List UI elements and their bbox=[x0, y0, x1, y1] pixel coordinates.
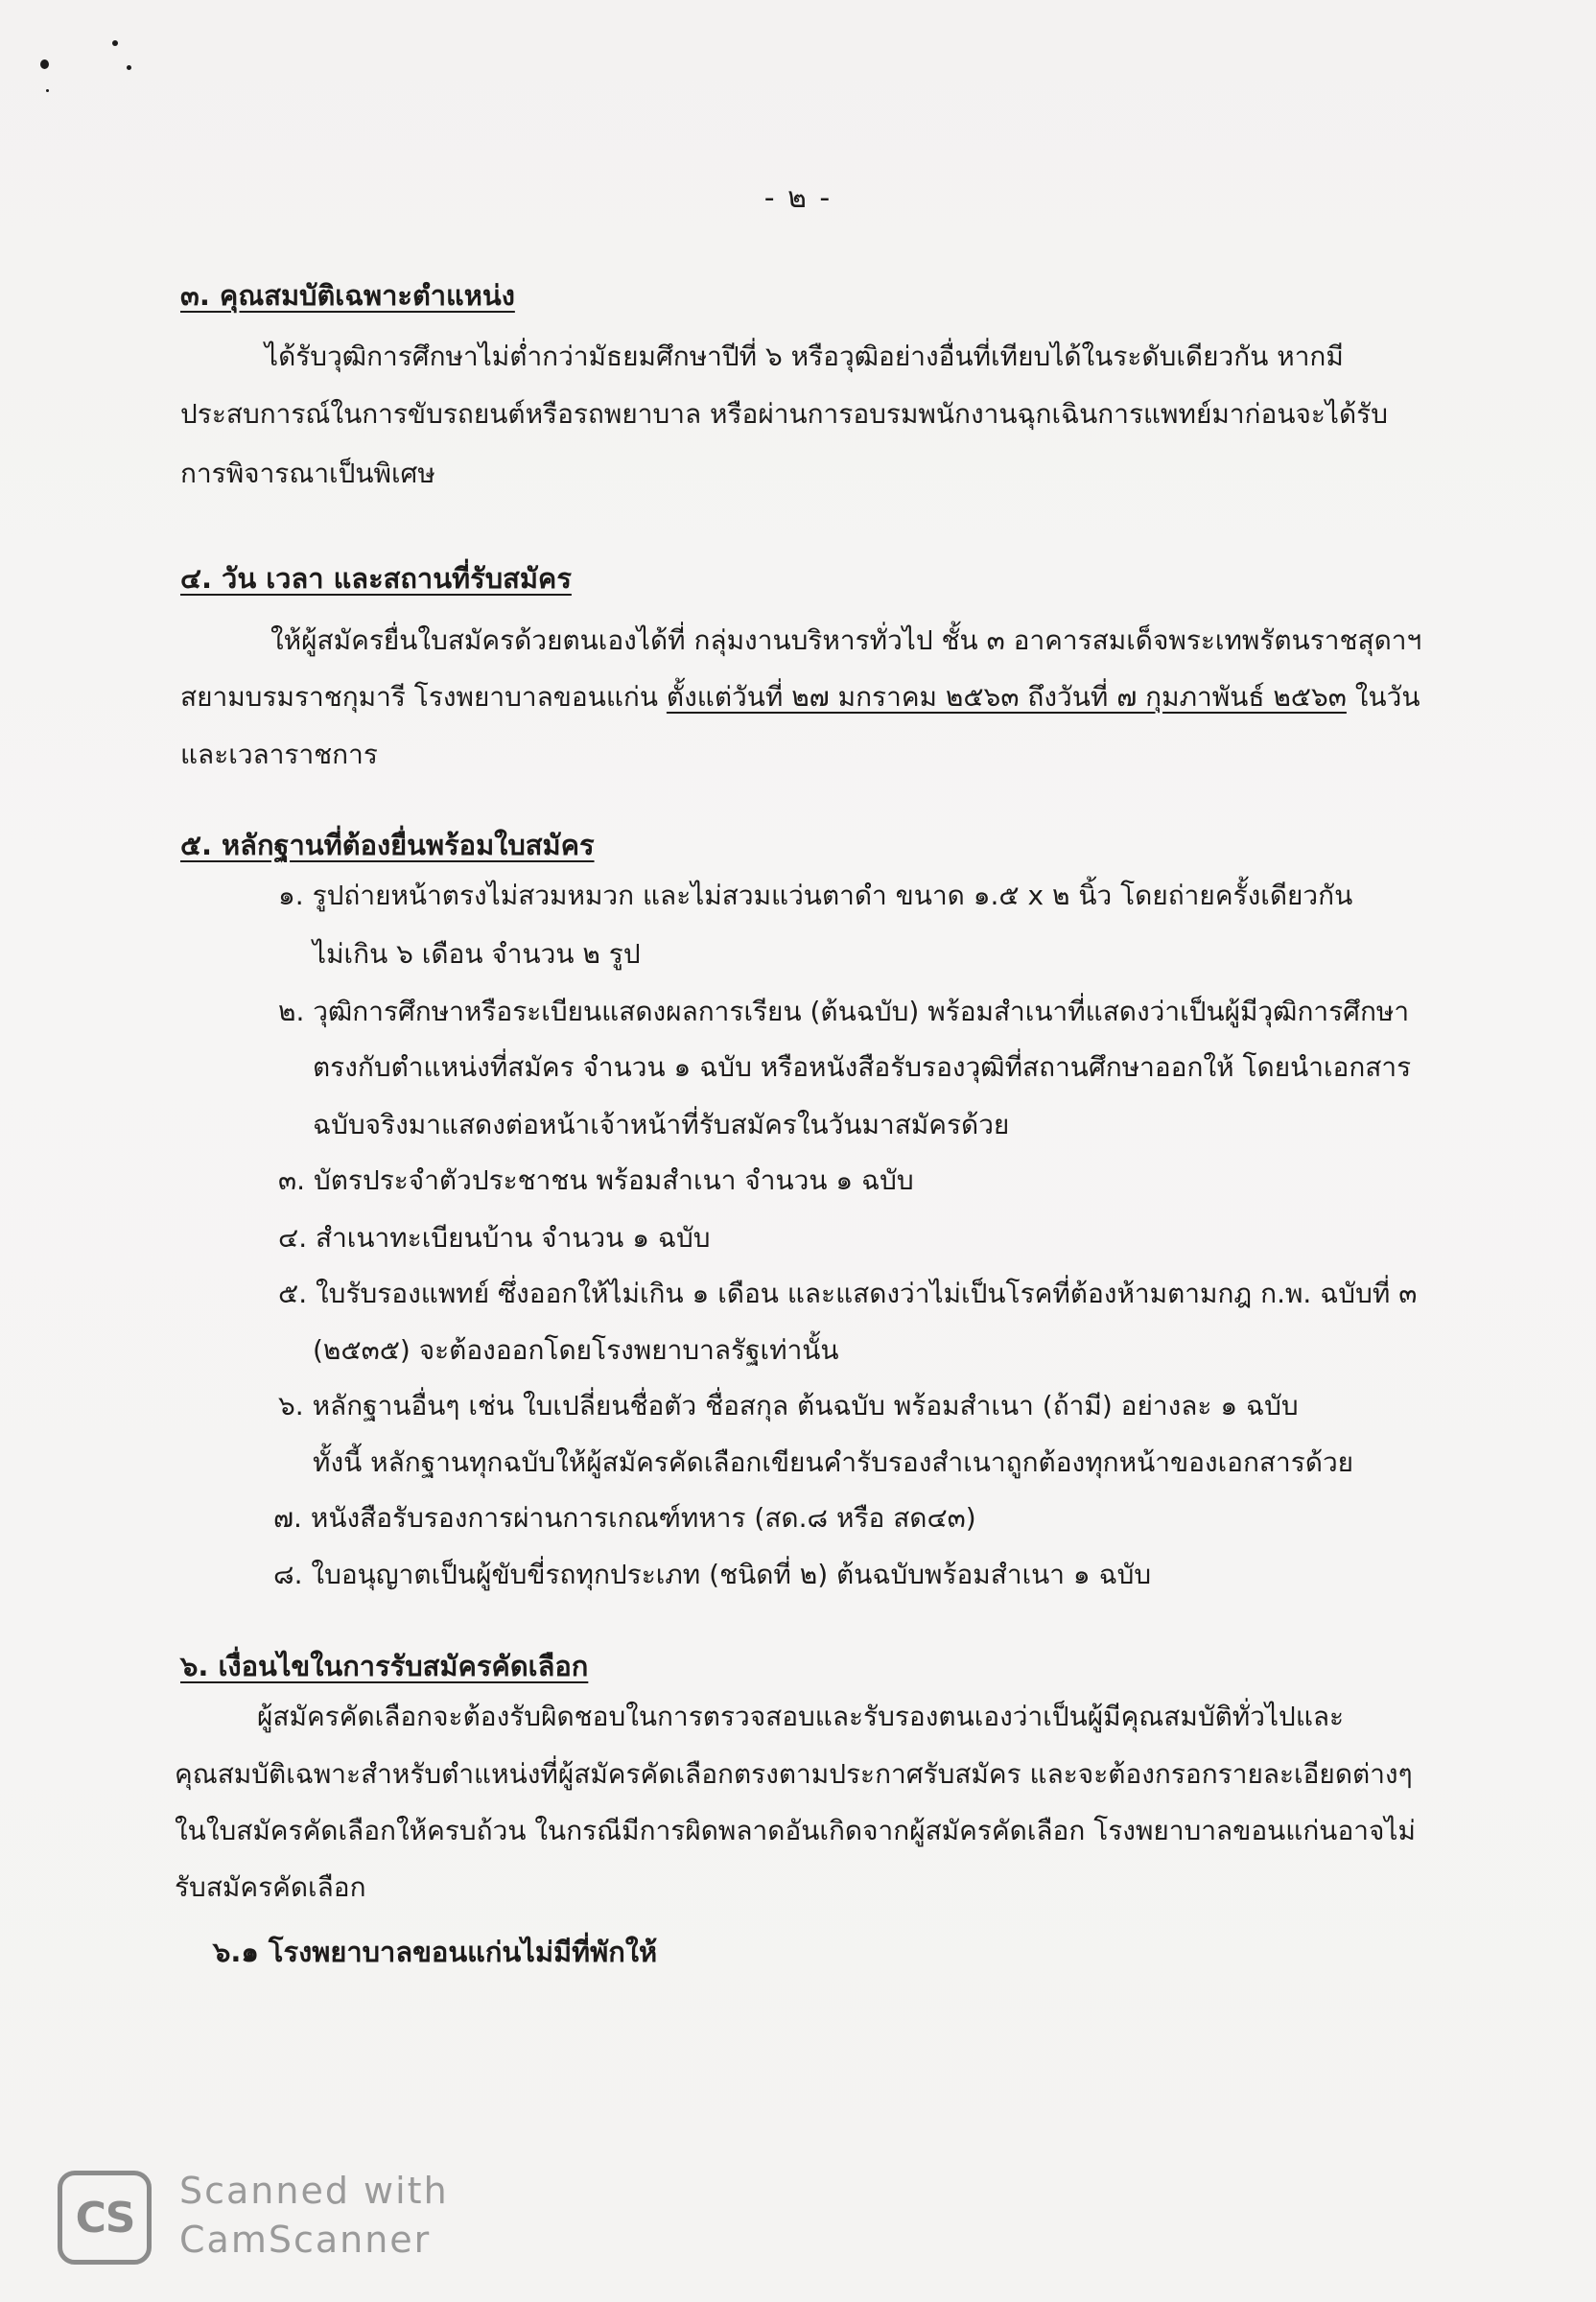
dust-speck bbox=[46, 89, 49, 92]
section-5-item-2: ๒. วุฒิการศึกษาหรือระเบียนแสดงผลการเรียน (ต้นฉบับ) พร้อมสำเนาที่แสดงว่าเป็นผู้มีวุฒิการศึกษา bbox=[278, 996, 1410, 1027]
section-4-line: และเวลาราชการ bbox=[180, 739, 378, 770]
camscanner-logo-icon: CS bbox=[58, 2171, 152, 2265]
section-6-line: ในใบสมัครคัดเลือกให้ครบถ้วน ในกรณีมีการผิดพลาดอันเกิดจากผู้สมัครคัดเลือก โรงพยาบาลขอนแก่นอาจไม่ bbox=[175, 1815, 1416, 1846]
section-4-line: ให้ผู้สมัครยื่นใบสมัครด้วยตนเองได้ที่ กลุ่มงานบริหารทั่วไป ชั้น ๓ อาคารสมเด็จพระเทพรัตนราชสุดาฯ bbox=[270, 624, 1422, 656]
section-4-line-2-suffix: ในวัน bbox=[1346, 681, 1420, 713]
section-6-line: รับสมัครคัดเลือก bbox=[175, 1871, 366, 1903]
section-5-item-6-note: ทั้งนี้ หลักฐานทุกฉบับให้ผู้สมัครคัดเลือกเขียนคำรับรองสำเนาถูกต้องทุกหน้าของเอกสารด้วย bbox=[313, 1446, 1354, 1478]
section-5-item-5: ๕. ใบรับรองแพทย์ ซึ่งออกให้ไม่เกิน ๑ เดือน และแสดงว่าไม่เป็นโรคที่ต้องห้ามตามกฎ ก.พ. ฉบับที่ ๓ bbox=[278, 1278, 1418, 1309]
page-number: - ๒ - bbox=[763, 181, 833, 215]
section-5-item-1-cont: ไม่เกิน ๖ เดือน จำนวน ๒ รูป bbox=[313, 938, 641, 970]
dust-speck bbox=[127, 65, 131, 70]
section-5-heading: ๕. หลักฐานที่ต้องยื่นพร้อมใบสมัคร bbox=[180, 829, 595, 861]
section-5-item-1: ๑. รูปถ่ายหน้าตรงไม่สวมหมวก และไม่สวมแว่นตาดำ ขนาด ๑.๕ x ๒ นิ้ว โดยถ่ายครั้งเดียวกัน bbox=[278, 880, 1353, 911]
section-5-item-7: ๗. หนังสือรับรองการผ่านการเกณฑ์ทหาร (สด.๘ หรือ สด๔๓) bbox=[273, 1502, 976, 1534]
section-3-line: ประสบการณ์ในการขับรถยนต์หรือรถพยาบาล หรือผ่านการอบรมพนักงานฉุกเฉินการแพทย์มาก่อนจะได้รับ bbox=[180, 398, 1388, 430]
dust-speck bbox=[40, 59, 49, 69]
section-6-heading: ๖. เงื่อนไขในการรับสมัครคัดเลือก bbox=[180, 1650, 589, 1682]
dust-speck bbox=[112, 40, 118, 46]
section-6-subitem: ๖.๑ โรงพยาบาลขอนแก่นไม่มีที่พักให้ bbox=[213, 1936, 658, 1968]
section-4-line-2 bbox=[180, 678, 1420, 716]
section-6-line: คุณสมบัติเฉพาะสำหรับตำแหน่งที่ผู้สมัครคัดเลือกตรงตามประกาศรับสมัคร และจะต้องกรอกรายละเอียดต่างๆ bbox=[175, 1758, 1413, 1790]
section-3-heading: ๓. คุณสมบัติเฉพาะตำแหน่ง bbox=[180, 279, 515, 312]
section-5-item-2-cont: ฉบับจริงมาแสดงต่อหน้าเจ้าหน้าที่รับสมัครในวันมาสมัครด้วย bbox=[313, 1109, 1010, 1140]
section-4-line-2-prefix: สยามบรมราชกุมารี โรงพยาบาลขอนแก่น bbox=[180, 681, 667, 713]
section-5-item-8: ๘. ใบอนุญาตเป็นผู้ขับขี่รถทุกประเภท (ชนิดที่ ๒) ต้นฉบับพร้อมสำเนา ๑ ฉบับ bbox=[273, 1559, 1152, 1590]
section-5-item-5-cont: (๒๕๓๕) จะต้องออกโดยโรงพยาบาลรัฐเท่านั้น bbox=[313, 1334, 839, 1366]
watermark-line-2: CamScanner bbox=[179, 2219, 432, 2261]
section-5-item-2-cont: ตรงกับตำแหน่งที่สมัคร จำนวน ๑ ฉบับ หรือหนังสือรับรองวุฒิที่สถานศึกษาออกให้ โดยนำเอกสาร bbox=[313, 1051, 1412, 1083]
section-4-heading: ๔. วัน เวลา และสถานที่รับสมัคร bbox=[180, 562, 572, 595]
section-5-item-4: ๔. สำเนาทะเบียนบ้าน จำนวน ๑ ฉบับ bbox=[278, 1222, 711, 1254]
watermark-line-1: Scanned with bbox=[179, 2170, 449, 2212]
section-6-line: ผู้สมัครคัดเลือกจะต้องรับผิดชอบในการตรวจสอบและรับรองตนเองว่าเป็นผู้มีคุณสมบัติทั่วไปและ bbox=[257, 1701, 1345, 1732]
section-3-line: การพิจารณาเป็นพิเศษ bbox=[180, 458, 435, 489]
section-3-line: ได้รับวุฒิการศึกษาไม่ต่ำกว่ามัธยมศึกษาปีที่ ๖ หรือวุฒิอย่างอื่นที่เทียบได้ในระดับเดียวกัน หากมี bbox=[265, 341, 1344, 372]
application-period: ตั้งแต่วันที่ ๒๗ มกราคม ๒๕๖๓ ถึงวันที่ ๗ กุมภาพันธ์ ๒๕๖๓ bbox=[666, 681, 1347, 713]
section-5-item-6: ๖. หลักฐานอื่นๆ เช่น ใบเปลี่ยนชื่อตัว ชื่อสกุล ต้นฉบับ พร้อมสำเนา (ถ้ามี) อย่างละ ๑ ฉบับ bbox=[278, 1390, 1299, 1421]
section-5-item-3: ๓. บัตรประจำตัวประชาชน พร้อมสำเนา จำนวน ๑ ฉบับ bbox=[278, 1164, 914, 1196]
